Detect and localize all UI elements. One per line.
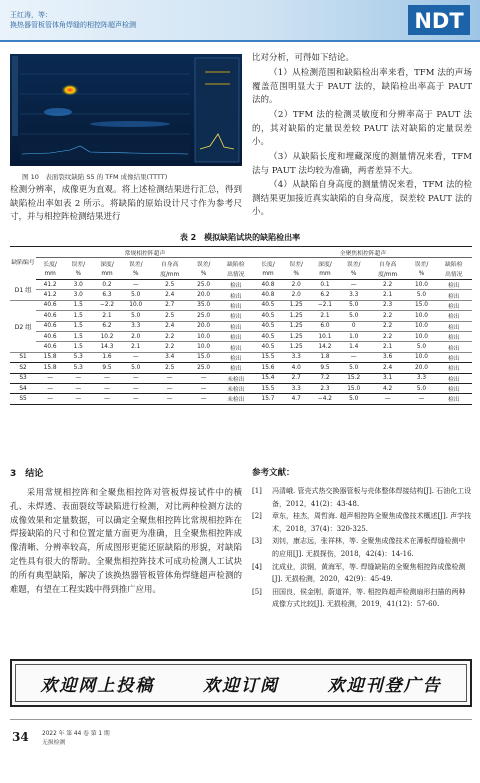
table-cell: 检出 (218, 352, 254, 362)
table-cell: 41.2 (36, 280, 64, 290)
table-cell: 检出 (436, 352, 472, 362)
header-text (10, 10, 136, 30)
table-cell: 2.1 (368, 342, 408, 352)
table-cell: 10.1 (310, 331, 339, 341)
table-cell: 10.0 (407, 321, 435, 331)
table-cell: 2.2 (150, 342, 190, 352)
table-cell: 10.0 (190, 342, 218, 352)
table-cell: 40.6 (36, 342, 64, 352)
table-cell: 2.3 (310, 383, 339, 393)
table-cell: 6.0 (310, 321, 339, 331)
table-cell: 3.0 (64, 280, 92, 290)
promo-banner (10, 659, 472, 707)
column-unit: % (282, 269, 310, 280)
column-unit: % (340, 269, 368, 280)
table-cell: 15.0 (340, 383, 368, 393)
table-cell: 40.5 (254, 342, 282, 352)
table-cell: 1.25 (282, 342, 310, 352)
table-cell: 1.5 (64, 342, 92, 352)
reference-item (252, 535, 472, 560)
column-header: 长度/ (261, 261, 275, 268)
table-cell: 15.0 (190, 352, 218, 362)
table-cell: 10.0 (190, 331, 218, 341)
table-cell: 2.4 (150, 290, 190, 300)
column-unit: % (407, 269, 435, 280)
table-cell: 检出 (218, 342, 254, 352)
table-cell: 40.6 (36, 300, 64, 310)
group-label: D2 组 (10, 300, 36, 352)
table-cell: 5.0 (122, 290, 150, 300)
column-unit: 度/mm (368, 269, 408, 280)
table-cell: 2.4 (150, 321, 190, 331)
table-row (10, 352, 472, 362)
table-cell: 检出 (436, 363, 472, 373)
defect-id: S1 (10, 352, 36, 362)
column-unit: % (190, 269, 218, 280)
table-cell: 2.3 (368, 300, 408, 310)
header-running-title: 换热器管板管体角焊缝的相控阵超声检测 (10, 21, 136, 29)
group-header-paut: 常规相控阵超声 (36, 247, 254, 258)
table-cell: 5.0 (340, 394, 368, 404)
table-cell: 3.3 (282, 383, 310, 393)
column-header: 长度/ (43, 261, 57, 268)
reference-item (252, 485, 472, 510)
footer-rule (10, 719, 472, 720)
table-cell: 检出 (436, 321, 472, 331)
table-cell: — (92, 373, 121, 383)
table-row (10, 331, 472, 341)
header-rule (0, 40, 480, 42)
table-cell: 40.6 (36, 311, 64, 321)
table-cell: 1.4 (340, 342, 368, 352)
table-cell: 6.2 (310, 290, 339, 300)
reference-text: 田国良，侯金刚，蔚道祥，等. 相控阵超声检测扇形扫描的两种成像方式比较[J]. 无损检测，2019，41(12)：57-60. (272, 587, 466, 609)
table-cell: — (122, 280, 150, 290)
table-cell: −4.2 (310, 394, 339, 404)
table-cell: 2.0 (282, 280, 310, 290)
table-cell: 14.3 (92, 342, 121, 352)
table-cell: 1.5 (64, 300, 92, 310)
table-cell: 0 (340, 321, 368, 331)
table-cell: 5.0 (122, 311, 150, 321)
table-cell: 1.25 (282, 300, 310, 310)
reference-text: 冯清峨. 管壳式热交换器管板与壳体整体焊接结构[J]. 石油化工设备，2012，41(2)：43-48. (272, 487, 472, 508)
column-unit: mm (254, 269, 282, 280)
table-cell: 2.7 (150, 300, 190, 310)
table-cell: — (122, 373, 150, 383)
tfm-scan-image (10, 54, 242, 166)
table-cell: — (64, 383, 92, 393)
table-cell: 10.0 (407, 331, 435, 341)
table-cell: 检出 (436, 373, 472, 383)
table-cell: 检出 (436, 342, 472, 352)
table-cell: 40.5 (254, 311, 282, 321)
column-header: 缺陷检 (445, 261, 463, 268)
column-unit: % (64, 269, 92, 280)
table-cell: 4.2 (368, 383, 408, 393)
table-cell: 检出 (218, 363, 254, 373)
table-cell: 5.0 (340, 300, 368, 310)
table-cell: 检出 (218, 311, 254, 321)
column-unit: 出情况 (436, 269, 472, 280)
table-row (10, 342, 472, 352)
table-cell: 2.2 (368, 321, 408, 331)
table-cell: — (122, 394, 150, 404)
right-paragraph-0: 比对分析，可得如下结论。 (252, 53, 355, 63)
column-unit: mm (92, 269, 121, 280)
table-cell: — (190, 383, 218, 393)
banner-subscription: 欢迎订阅 (202, 675, 279, 696)
table-cell: 2.1 (92, 311, 121, 321)
table-cell: 15.5 (254, 383, 282, 393)
table-row (10, 290, 472, 300)
table-cell: 1.6 (92, 352, 121, 362)
table-cell: 10.0 (407, 352, 435, 362)
column-header: 误差/ (289, 261, 303, 268)
table-cell: 15.4 (254, 373, 282, 383)
column-header: 深度/ (318, 261, 332, 268)
defect-id: S4 (10, 383, 36, 393)
reference-text: 刘钊，康志远，张祥林，等. 全聚焦成像技术在薄板焊缝检测中的应用[J]. 无损探伤，2018，42(4)：14-16. (272, 537, 466, 558)
table-cell: — (36, 383, 64, 393)
left-paragraph: 检测分辨率，成像更为直观。将上述检测结果进行汇总，得到缺陷检出率如表 2 所示。将缺陷的原始设计尺寸作为参考尺寸，并与相控阵检测结果进行 (10, 185, 242, 222)
table-cell: 5.0 (340, 311, 368, 321)
table-cell: 检出 (436, 394, 472, 404)
reference-number: [5] (252, 587, 262, 596)
reference-item (252, 510, 472, 535)
table-cell: 1.8 (310, 352, 339, 362)
table-cell: 6.2 (92, 321, 121, 331)
table-cell: 3.3 (122, 321, 150, 331)
table-cell: 40.6 (36, 321, 64, 331)
table-cell: 5.3 (64, 352, 92, 362)
table-cell: 2.0 (282, 290, 310, 300)
table-cell: 14.2 (310, 342, 339, 352)
table-cell: 未检出 (218, 394, 254, 404)
footer-journal: 无损检测 (42, 740, 66, 746)
table-cell: 40.5 (254, 300, 282, 310)
table-cell: — (92, 394, 121, 404)
table-cell: 20.0 (190, 321, 218, 331)
table-cell: 2.1 (368, 290, 408, 300)
table-cell: 检出 (436, 331, 472, 341)
column-header: 误差/ (346, 261, 361, 268)
table-cell: −2.2 (92, 300, 121, 310)
figure-caption: 图 10 表面裂纹缺陷 S5 的 TFM 成像结果(TTTT) (22, 173, 168, 181)
table-cell: 25.0 (190, 363, 218, 373)
table-cell: 2.2 (150, 331, 190, 341)
column-header: 缺陷检 (227, 261, 245, 268)
defect-id: S3 (10, 373, 36, 383)
table-cell: 3.3 (340, 290, 368, 300)
table-cell: 2.1 (310, 311, 339, 321)
column-header: 误差/ (196, 261, 211, 268)
table-row (10, 321, 472, 331)
table-cell: — (340, 280, 368, 290)
banner-advertising: 欢迎刊登广告 (327, 675, 442, 696)
table-cell: 25.0 (190, 280, 218, 290)
table-cell: 4.7 (282, 394, 310, 404)
table-cell: — (92, 383, 121, 393)
table-cell: 3.3 (282, 352, 310, 362)
table-cell: 检出 (218, 280, 254, 290)
table-cell: — (122, 383, 150, 393)
conclusion-text: 采用常规相控阵和全聚焦相控阵对管板焊接试件中的横孔、未焊透、表面裂纹等缺陷进行检测，对比两种检测方法的成像效果和定量数据，可以确定全聚焦相控阵比常规相控阵在焊接缺陷的尺寸和位置定量方面更为准确，且全聚焦相控阵成像清晰、分辨率较高，所成图形更能还原缺陷的形貌，对缺陷定性具有很大的帮助。全聚焦相控阵技术可成功检测人工试块的所有典型缺陷，解决了该换热器管板管体角焊缝超声检测的难题，有望在工程实践中得到推广应用。 (10, 487, 242, 594)
table-cell: — (150, 383, 190, 393)
table-cell: 2.2 (368, 280, 408, 290)
column-unit: mm (310, 269, 339, 280)
table-cell: 1.25 (282, 311, 310, 321)
table-title: 表 2 模拟缺陷试块的缺陷检出率 (179, 233, 301, 242)
table-cell: 1.0 (340, 331, 368, 341)
table-cell: 0.1 (310, 280, 339, 290)
table-cell: 7.2 (310, 373, 339, 383)
reference-number: [2] (252, 512, 262, 521)
column-unit: 出情况 (218, 269, 254, 280)
table-cell: 41.2 (36, 290, 64, 300)
tfm-image-figure (10, 54, 242, 166)
table-row (10, 280, 472, 290)
table-cell: 1.25 (282, 331, 310, 341)
table-cell: — (36, 373, 64, 383)
table-cell: 15.5 (254, 352, 282, 362)
table-cell: 4.0 (282, 363, 310, 373)
right-paragraph-3: （3）从缺陷长度和埋藏深度的测量情况来看，TFM 法与 PAUT 法均较为准确，两者差异不大。 (252, 152, 472, 176)
table-cell: — (407, 394, 435, 404)
table-row (10, 373, 472, 383)
table-cell: 2.5 (150, 363, 190, 373)
table-cell: 0.2 (92, 280, 121, 290)
logo-text: NDT (414, 9, 464, 33)
table-cell: 检出 (436, 280, 472, 290)
table-cell: 3.6 (368, 352, 408, 362)
table-cell: 检出 (218, 321, 254, 331)
right-paragraph-2: （2）TFM 法的检测灵敏度和分辨率高于 PAUT 法的，其对缺陷的定量误差较 PAUT 法对缺陷的定量误差小。 (252, 110, 472, 147)
table-cell: 3.3 (407, 373, 435, 383)
column-header: 自身高 (160, 261, 179, 268)
table-cell: 检出 (218, 331, 254, 341)
table-cell: 检出 (218, 290, 254, 300)
table-cell: −2.1 (310, 300, 339, 310)
column-header: 自身高 (378, 261, 397, 268)
table-cell: 5.3 (64, 363, 92, 373)
table-cell: 2.2 (368, 311, 408, 321)
table-row (10, 311, 472, 321)
table-cell: 40.5 (254, 331, 282, 341)
table-cell: 6.3 (92, 290, 121, 300)
table-cell: — (36, 394, 64, 404)
table-cell: 检出 (436, 383, 472, 393)
footer-issue: 2022 年 第 44 卷 第 1 期 (42, 731, 110, 737)
table-cell: 检出 (436, 311, 472, 321)
banner-inner (15, 664, 467, 702)
table-cell: 1.25 (282, 321, 310, 331)
references-heading: 参考文献： (252, 468, 295, 478)
column-unit: 度/mm (150, 269, 190, 280)
table-cell: 25.0 (190, 311, 218, 321)
table-cell: 5.0 (340, 363, 368, 373)
table-cell: 20.0 (407, 363, 435, 373)
table-cell: 2.7 (282, 373, 310, 383)
table-cell: — (190, 373, 218, 383)
table-cell: 5.0 (407, 383, 435, 393)
table-cell: 1.5 (64, 321, 92, 331)
table-cell: 15.0 (407, 300, 435, 310)
table-cell: 15.8 (36, 352, 64, 362)
header-authors: 王红涛，等： (10, 11, 52, 19)
table-cell: 10.0 (122, 300, 150, 310)
table-cell: 5.0 (407, 342, 435, 352)
page-number: 34 (12, 730, 29, 744)
table-cell: 15.6 (254, 363, 282, 373)
table-cell: 5.0 (407, 290, 435, 300)
table-cell: 3.4 (150, 352, 190, 362)
column-header: 误差/ (414, 261, 429, 268)
table-cell: 检出 (218, 300, 254, 310)
table-cell: 检出 (436, 290, 472, 300)
table-cell: — (64, 373, 92, 383)
table-cell: — (122, 352, 150, 362)
table-cell: 40.8 (254, 290, 282, 300)
table-row (10, 383, 472, 393)
table-cell: — (150, 373, 190, 383)
table-cell: 15.2 (340, 373, 368, 383)
defect-id: S5 (10, 394, 36, 404)
reference-item (252, 586, 472, 611)
group-header-tfm: 全聚焦相控阵超声 (254, 247, 472, 258)
table-cell: 2.2 (368, 331, 408, 341)
table-cell: 20.0 (190, 290, 218, 300)
table-cell: 9.5 (92, 363, 121, 373)
table-cell: 未检出 (218, 383, 254, 393)
table-cell: 10.0 (407, 280, 435, 290)
column-header: 误差/ (128, 261, 143, 268)
table-row (10, 394, 472, 404)
table-cell: 2.0 (122, 331, 150, 341)
table-cell: 40.5 (254, 321, 282, 331)
group-label: D1 组 (10, 280, 36, 301)
table-cell: — (64, 394, 92, 404)
table-cell: 2.4 (368, 363, 408, 373)
reference-number: [1] (252, 487, 262, 495)
right-paragraph-1: （1）从检测范围和缺陷检出率来看，TFM 法的声场覆盖范围明显大于 PAUT 法的，缺陷检出率高于 PAUT 法的。 (252, 68, 472, 105)
running-header (0, 0, 480, 42)
footer-info (42, 730, 110, 748)
reference-list (252, 485, 472, 611)
table-cell: 3.1 (368, 373, 408, 383)
table-cell: 未检出 (218, 373, 254, 383)
table-cell: 9.5 (310, 363, 339, 373)
reference-number: [3] (252, 537, 262, 546)
table-cell: 10.0 (407, 311, 435, 321)
banner-submission: 欢迎网上投稿 (40, 675, 155, 696)
ndt-logo (408, 5, 470, 35)
table-cell: — (340, 352, 368, 362)
table-cell: 3.0 (64, 290, 92, 300)
table-cell: 1.5 (64, 311, 92, 321)
table-cell: 10.2 (92, 331, 121, 341)
table-cell: 2.5 (150, 280, 190, 290)
column-unit: mm (36, 269, 64, 280)
column-unit: % (122, 269, 150, 280)
conclusion-heading: 3 结论 (10, 469, 44, 479)
column-header: 深度/ (100, 261, 114, 268)
reference-item (252, 561, 472, 586)
reference-text: 章东，桂杰，周哲海. 超声相控阵全聚焦成像技术概述[J]. 声学技术，2018，37(4)：320-325. (272, 512, 472, 533)
column-header: 误差/ (71, 261, 86, 268)
table-cell: 15.7 (254, 394, 282, 404)
table-cell: 15.8 (36, 363, 64, 373)
defect-detection-table (10, 246, 472, 405)
right-paragraph-4: （4）从缺陷自身高度的测量情况来看，TFM 法的检测结果更加接近真实缺陷的自身高度，误差较 PAUT 法的小。 (252, 180, 472, 217)
defect-id: S2 (10, 363, 36, 373)
reference-number: [4] (252, 562, 262, 571)
table-cell: 检出 (436, 300, 472, 310)
table-cell: — (190, 394, 218, 404)
reference-text: 沈成业，洪钢，黄海军，等. 焊缝缺陷的全聚焦相控阵成像检测[J]. 无损检测，2020，42(9)：45-49. (272, 562, 466, 584)
table-cell: 5.0 (122, 363, 150, 373)
table-cell: 40.6 (36, 331, 64, 341)
table-cell: 2.5 (150, 311, 190, 321)
row-header: 缺陷编号 (10, 247, 36, 280)
table-cell: 2.1 (122, 342, 150, 352)
table-cell: 35.0 (190, 300, 218, 310)
table-cell: — (150, 394, 190, 404)
table-row (10, 300, 472, 310)
table-row (10, 363, 472, 373)
table-cell: 1.5 (64, 331, 92, 341)
table-cell: — (368, 394, 408, 404)
table-cell: 40.8 (254, 280, 282, 290)
